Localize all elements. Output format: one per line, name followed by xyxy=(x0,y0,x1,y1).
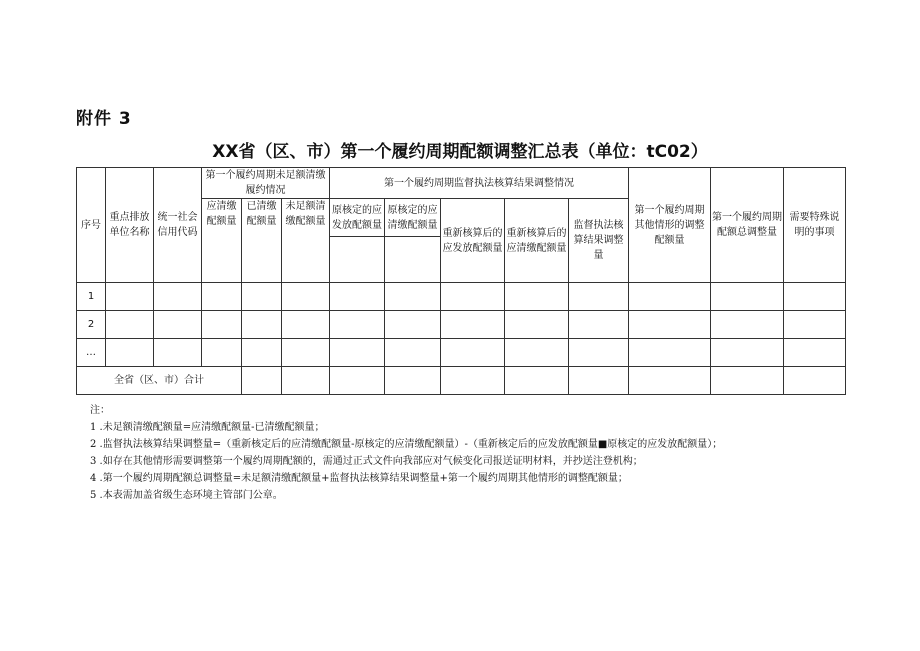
notes-label: 注： xyxy=(90,405,110,416)
header-special-note: 需要特殊说明的事项 xyxy=(784,168,846,283)
header-re-issue: 重新核算后的应发放配额量 xyxy=(441,199,505,283)
header-uncleared: 未足额清缴配额量 xyxy=(282,199,330,283)
header-should-clear: 应清缴配额量 xyxy=(202,199,242,283)
table-row xyxy=(77,339,846,367)
page-title: XX省（区、市）第一个履约周期配额调整汇总表（单位：tC02） xyxy=(212,142,708,162)
header-orig-issue: 原核定的应发放配额量 xyxy=(330,199,385,237)
header-group-uncleared: 第一个履约周期未足额清缴履约情况 xyxy=(202,168,330,199)
table-row xyxy=(77,283,846,311)
header-total-adjust: 第一个履约周期配额总调整量 xyxy=(711,168,784,283)
summary-table xyxy=(76,167,846,395)
header-unit-name: 重点排放单位名称 xyxy=(106,168,154,283)
note-item-3: 3 .如存在其他情形需要调整第一个履约周期配额的，需通过正式文件向我部应对气候变化司报送证明材料，并抄送注登机构； xyxy=(90,456,643,467)
header-orig-clear: 原核定的应清缴配额量 xyxy=(385,199,441,237)
total-label: 全省（区、市）合计 xyxy=(77,367,242,395)
header-group-supervision: 第一个履约周期监督执法核算结果调整情况 xyxy=(330,168,629,199)
row-number: 1 xyxy=(77,283,106,311)
row-number: … xyxy=(77,339,106,367)
header-re-clear: 重新核算后的应清缴配额量 xyxy=(505,199,569,283)
notes-section xyxy=(90,402,890,504)
note-item-4: 4 .第一个履约周期配额总调整量=未足额清缴配额量+监督执法核算结果调整量+第一个履约周期其他情形的调整配额量； xyxy=(90,473,628,484)
note-item-2: 2 .监督执法核算结果调整量=（重新核定后的应清缴配额量-原核定的应清缴配额量）-（重新核定后的应发放配额量■原核定的应发放配额量）； xyxy=(90,439,723,450)
header-supervise-adjust: 监督执法核算结果调整量 xyxy=(569,199,629,283)
note-item-5: 5 .本表需加盖省级生态环境主管部门公章。 xyxy=(90,490,283,501)
row-number: 2 xyxy=(77,311,106,339)
note-item-1: 1 .未足额清缴配额量=应清缴配额量-已清缴配额量； xyxy=(90,422,325,433)
header-other-adjust: 第一个履约周期其他情形的调整配额量 xyxy=(629,168,711,283)
header-cleared: 已清缴配额量 xyxy=(242,199,282,283)
header-orig-clear-blank xyxy=(385,237,441,283)
attachment-label: 附件 3 xyxy=(76,109,132,129)
table-row xyxy=(77,311,846,339)
total-row xyxy=(77,367,846,395)
header-credit-code: 统一社会信用代码 xyxy=(154,168,202,283)
header-seq: 序号 xyxy=(77,168,106,283)
header-orig-issue-blank xyxy=(330,237,385,283)
